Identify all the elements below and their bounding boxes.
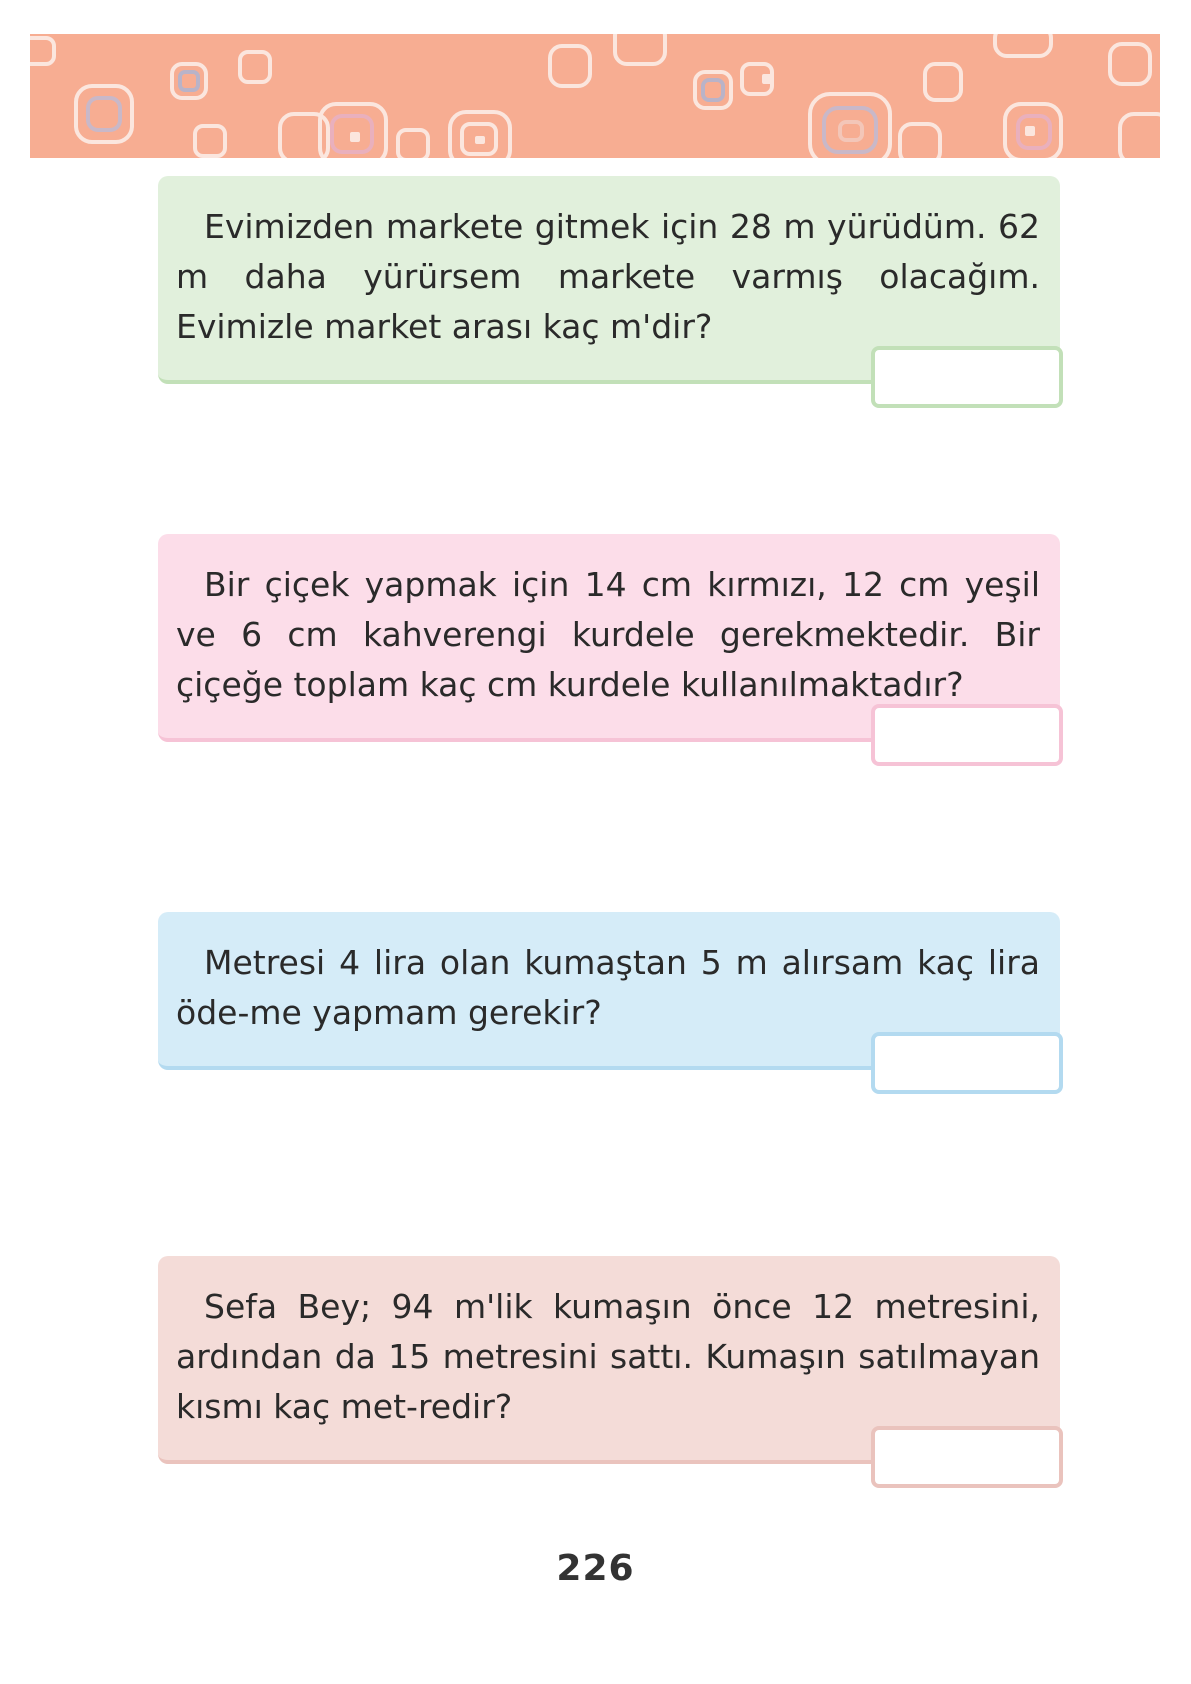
problem-card-3	[158, 912, 1060, 1070]
problem-text-4: Sefa Bey; 94 m'lik kumaşın önce 12 metresini, ardından da 15 metresini sattı. Kumaşın satılmayan kısmı kaç met-redir?	[176, 1287, 1040, 1426]
decorative-banner	[30, 34, 1160, 158]
problem-card-4	[158, 1256, 1060, 1464]
problem-text-1: Evimizden markete gitmek için 28 m yürüdüm. 62 m daha yürürsem markete varmış olacağım. Evimizle market arası kaç m'dir?	[176, 207, 1040, 346]
page-number: 226	[556, 1548, 635, 1589]
answer-box-3[interactable]	[871, 1032, 1063, 1094]
problem-text-3: Metresi 4 lira olan kumaştan 5 m alırsam kaç lira öde-me yapmam gerekir?	[176, 943, 1040, 1032]
answer-box-1[interactable]	[871, 346, 1063, 408]
square-pattern-decoration	[30, 34, 1160, 158]
answer-box-4[interactable]	[871, 1426, 1063, 1488]
problem-text-2: Bir çiçek yapmak için 14 cm kırmızı, 12 cm yeşil ve 6 cm kahverengi kurdele gerekmektedir. Bir çiçeğe toplam kaç cm kurdele kullanılmaktadır?	[176, 565, 1040, 704]
problem-card-1	[158, 176, 1060, 384]
problem-card-2	[158, 534, 1060, 742]
answer-box-2[interactable]	[871, 704, 1063, 766]
